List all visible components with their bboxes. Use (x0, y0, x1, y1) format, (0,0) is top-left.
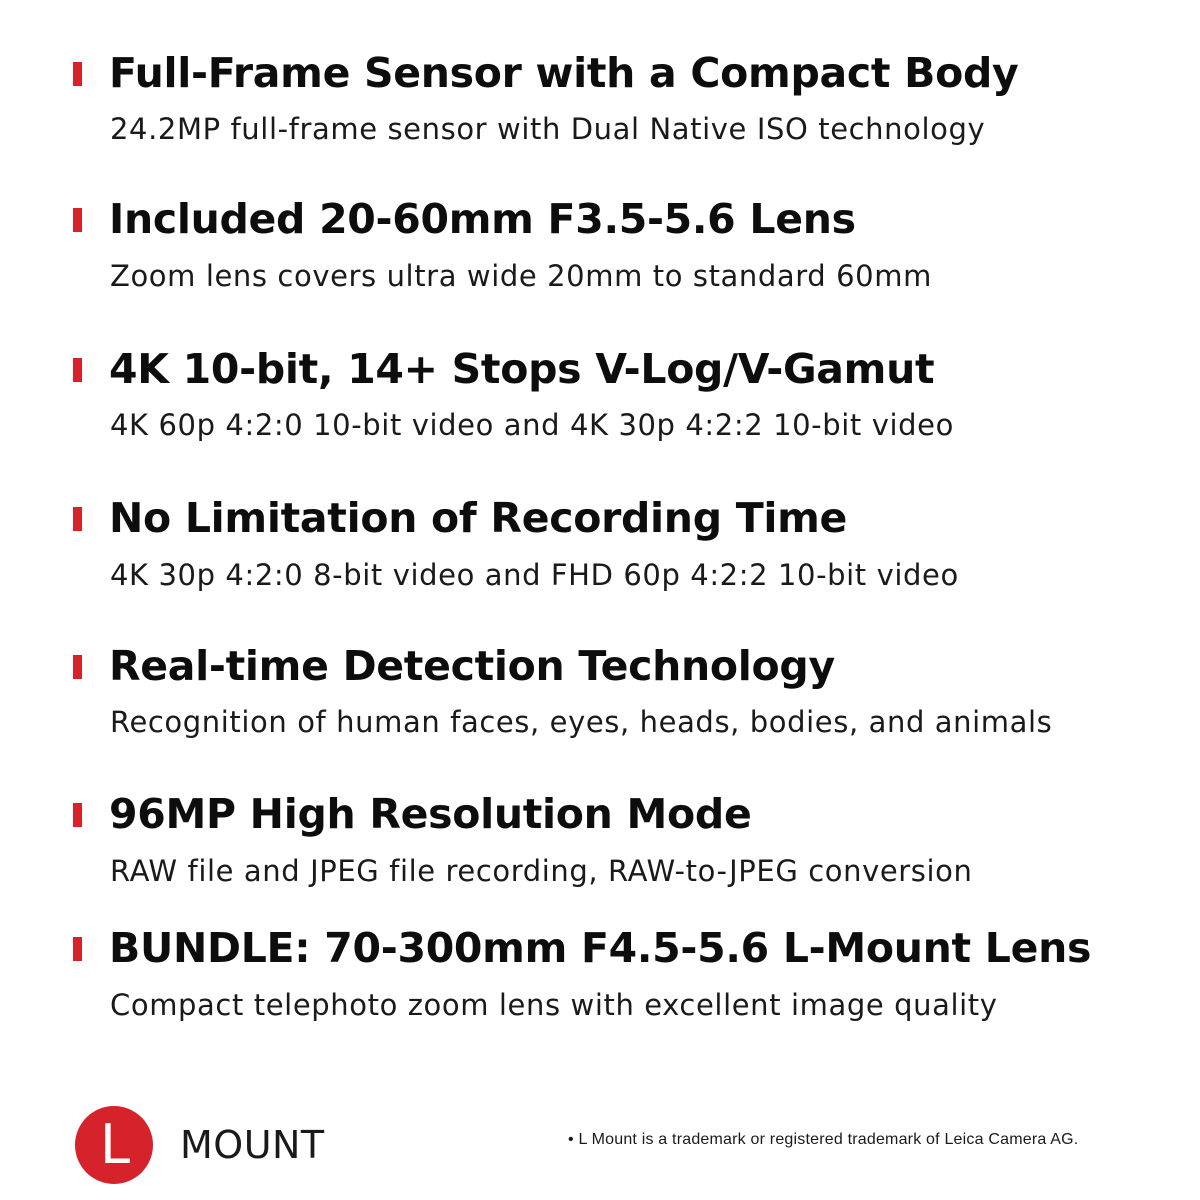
feature-title: 4K 10-bit, 14+ Stops V-Log/V-Gamut (109, 345, 935, 393)
l-mount-logo-icon (75, 1106, 153, 1184)
feature-title: BUNDLE: 70-300mm F4.5-5.6 L-Mount Lens (109, 924, 1092, 972)
mount-label: MOUNT (180, 1123, 325, 1167)
trademark-note: • L Mount is a trademark or registered trademark of Leica Camera AG. (568, 1131, 1079, 1148)
feature-title: Real-time Detection Technology (109, 642, 835, 690)
feature-description: 4K 30p 4:2:0 8-bit video and FHD 60p 4:2:2 10-bit video (110, 558, 959, 592)
feature-description: Zoom lens covers ultra wide 20mm to standard 60mm (110, 259, 932, 293)
bullet-marker (73, 803, 82, 827)
feature-description: 24.2MP full-frame sensor with Dual Native ISO technology (110, 112, 986, 146)
feature-title: No Limitation of Recording Time (109, 494, 848, 542)
bullet-marker (73, 62, 82, 86)
bullet-marker (73, 507, 82, 531)
feature-description: 4K 60p 4:2:0 10-bit video and 4K 30p 4:2:2 10-bit video (110, 408, 954, 442)
bullet-marker (73, 655, 82, 679)
logo-letter: L (99, 1113, 131, 1176)
feature-description: RAW file and JPEG file recording, RAW-to-JPEG conversion (110, 854, 973, 888)
bullet-marker (73, 358, 82, 382)
feature-title: 96MP High Resolution Mode (109, 790, 752, 838)
bullet-marker (73, 937, 82, 961)
bullet-marker (73, 208, 82, 232)
feature-description: Compact telephoto zoom lens with excellent image quality (110, 988, 998, 1022)
feature-title: Included 20-60mm F3.5-5.6 Lens (109, 195, 856, 243)
feature-title: Full-Frame Sensor with a Compact Body (109, 49, 1019, 97)
feature-description: Recognition of human faces, eyes, heads, bodies, and animals (110, 705, 1053, 739)
